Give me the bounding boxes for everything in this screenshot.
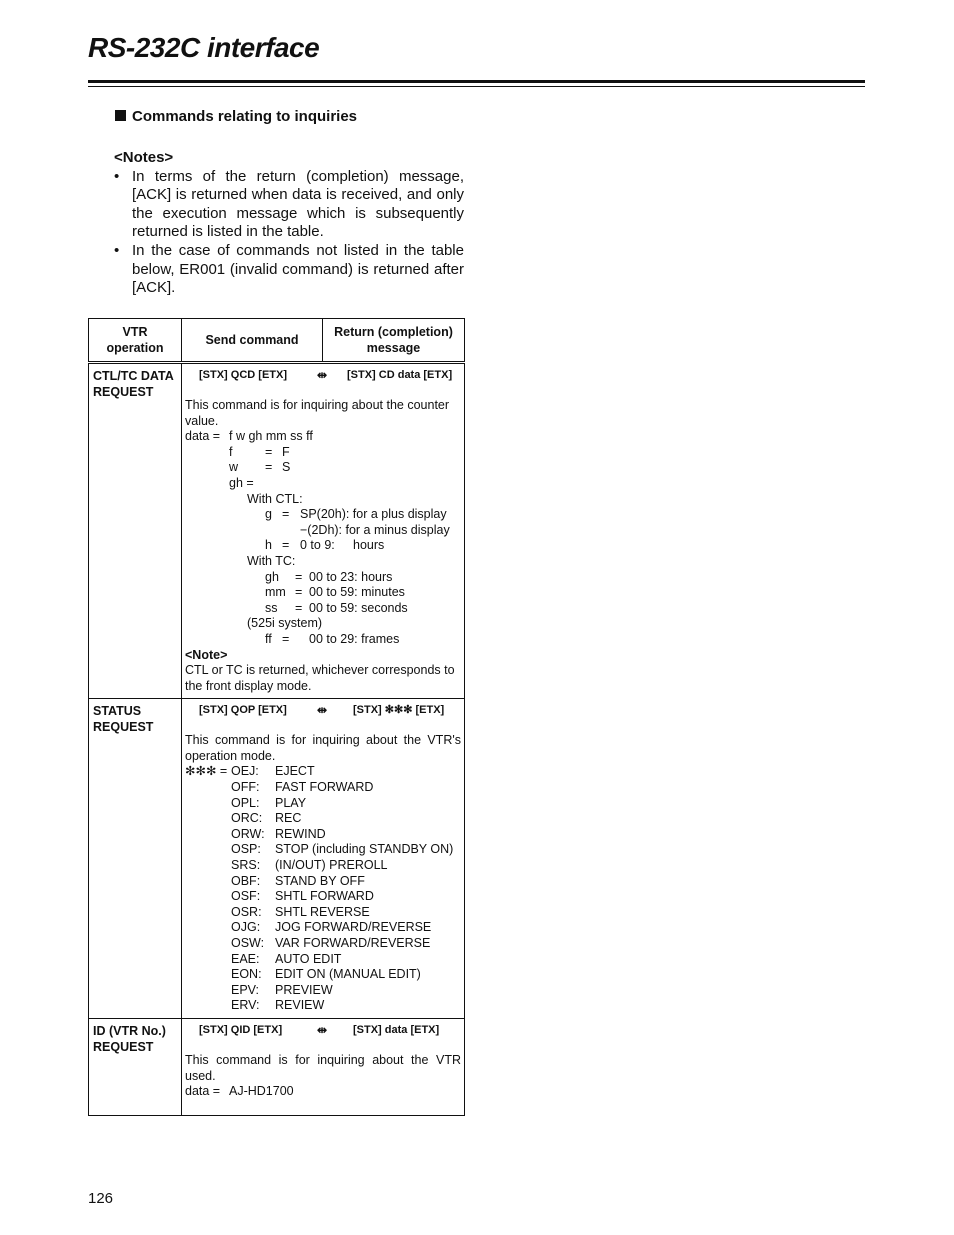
mode-description: SHTL REVERSE <box>275 904 370 919</box>
square-bullet-icon <box>115 110 126 121</box>
return-message: [STX] ✻✻✻ [ETX] <box>353 704 445 717</box>
inquiry-commands-table <box>88 318 465 1116</box>
mode-code: EAE: <box>231 951 260 966</box>
description: This command is for inquiring about the VTR's operation mode. <box>185 733 461 763</box>
mode-description: EDIT ON (MANUAL EDIT) <box>275 967 421 982</box>
notes-block <box>114 149 464 298</box>
title-rule <box>88 80 865 83</box>
detail-line: mm = 00 to 59: minutes <box>265 585 405 600</box>
section-heading <box>115 108 357 125</box>
mode-list <box>185 764 461 1014</box>
detail-line: ff = 00 to 29: frames <box>265 631 400 646</box>
mode-description: (IN/OUT) PREROLL <box>275 858 388 873</box>
bullet-icon: • <box>114 167 120 185</box>
bidirectional-arrow-icon: ⇹ <box>317 368 328 382</box>
mode-description: REVIEW <box>275 998 325 1013</box>
mode-code: OSF: <box>231 889 261 904</box>
mode-code: OBF: <box>231 873 261 888</box>
note-item: • In terms of the return (completion) message, [ACK] is returned when data is received, and only the execution message which is subsequently returned is listed in the table. <box>114 167 464 241</box>
mode-description: STAND BY OFF <box>275 873 365 888</box>
mode-item <box>185 811 461 827</box>
mode-item <box>185 874 461 890</box>
mode-code: EPV: <box>231 982 260 997</box>
mode-description: PLAY <box>275 795 307 810</box>
note-item: • In the case of commands not listed in the table below, ER001 (invalid command) is returned after [ACK]. <box>114 241 464 297</box>
title-rule-thin <box>88 86 865 87</box>
bullet-icon: • <box>114 241 120 259</box>
mode-item <box>185 952 461 968</box>
detail-line: gh = <box>229 475 254 490</box>
command-line <box>185 368 461 384</box>
mode-item <box>185 998 461 1014</box>
mode-description: VAR FORWARD/REVERSE <box>275 936 431 950</box>
mode-code: EON: <box>231 967 262 982</box>
description: This command is for inquiring about the VTR used. <box>185 1053 461 1083</box>
mode-item <box>185 842 461 858</box>
mode-code: ERV: <box>231 998 260 1013</box>
mode-code: OJG: <box>231 920 261 935</box>
mode-description: AUTO EDIT <box>275 951 342 966</box>
mode-description: FAST FORWARD <box>275 780 374 795</box>
detail-line: gh = 00 to 23: hours <box>265 569 393 584</box>
description: This command is for inquiring about the counter value. <box>185 398 450 428</box>
operation-cell: CTL/TC DATA REQUEST <box>89 363 182 699</box>
mode-item <box>185 967 461 983</box>
return-message: [STX] data [ETX] <box>353 1024 440 1037</box>
mode-item <box>185 858 461 874</box>
section-title: Commands relating to inquiries <box>132 108 358 125</box>
mode-description: REWIND <box>275 826 326 841</box>
mode-description: SHTL FORWARD <box>275 889 374 904</box>
mode-code: SRS: <box>231 858 261 873</box>
send-command: [STX] QCD [ETX] <box>199 369 287 381</box>
detail-line: With CTL: <box>247 491 303 506</box>
detail-line: −(2Dh): for a minus display <box>300 522 450 537</box>
mode-code: OPL: <box>231 795 260 810</box>
detail-line: w = S <box>229 460 291 475</box>
bidirectional-arrow-icon: ⇹ <box>317 703 328 718</box>
detail-line: g = SP(20h): for a plus display <box>265 507 447 522</box>
mode-code: OSW: <box>231 936 265 950</box>
detail-line: data = f w gh mm ss ff <box>185 429 313 444</box>
header-return-message: Return (completion) message <box>323 319 465 363</box>
mode-description: REC <box>275 811 302 826</box>
table-row <box>89 363 465 699</box>
return-message: [STX] CD data [ETX] <box>347 369 453 381</box>
mode-description: PREVIEW <box>275 982 333 997</box>
mode-item <box>185 889 461 905</box>
page-title: RS-232C interface <box>88 32 320 63</box>
table-row <box>89 1019 465 1116</box>
mode-code: OSP: <box>231 842 261 857</box>
command-line <box>185 703 461 719</box>
bidirectional-arrow-icon: ⇹ <box>317 1023 328 1038</box>
header-vtr-operation: VTR operation <box>89 319 182 363</box>
description-cell <box>182 699 465 1019</box>
detail-line: h = 0 to 9: hours <box>265 538 385 553</box>
mode-code: OFF: <box>231 780 260 795</box>
mode-code: ORC: <box>231 811 263 826</box>
description-cell <box>182 1019 465 1116</box>
detail-line: f = F <box>229 444 290 459</box>
mode-item <box>185 936 461 952</box>
mode-description: EJECT <box>275 764 315 779</box>
note-text: CTL or TC is returned, whichever corresponds to the front display mode. <box>185 663 455 693</box>
send-command: [STX] QOP [ETX] <box>199 704 287 717</box>
table-row <box>89 699 465 1019</box>
mode-description: STOP (including STANDBY ON) <box>275 842 454 857</box>
note-heading: <Note> <box>185 647 228 662</box>
mode-item <box>185 920 461 936</box>
mode-code: OSR: <box>231 904 262 919</box>
mode-code: OEJ: <box>231 764 259 779</box>
mode-prefix: ✻✻✻ = <box>185 764 228 779</box>
notes-heading: <Notes> <box>114 149 174 166</box>
header-send-command: Send command <box>182 319 323 363</box>
mode-item <box>185 796 461 812</box>
mode-item <box>185 827 461 843</box>
page-number: 126 <box>88 1190 114 1207</box>
description-cell <box>182 363 465 699</box>
mode-item <box>185 905 461 921</box>
detail-line: data = AJ-HD1700 <box>185 1084 294 1099</box>
detail-line: With TC: <box>247 553 296 568</box>
mode-item <box>185 780 461 796</box>
mode-item <box>185 983 461 999</box>
mode-item <box>185 764 461 780</box>
detail-line: ss = 00 to 59: seconds <box>265 600 408 615</box>
detail-line: (525i system) <box>247 616 323 631</box>
operation-cell: ID (VTR No.) REQUEST <box>89 1019 182 1116</box>
send-command: [STX] QID [ETX] <box>199 1024 283 1037</box>
mode-description: JOG FORWARD/REVERSE <box>275 920 432 935</box>
mode-code: ORW: <box>231 826 265 841</box>
operation-cell: STATUS REQUEST <box>89 699 182 1019</box>
command-line <box>185 1023 461 1039</box>
